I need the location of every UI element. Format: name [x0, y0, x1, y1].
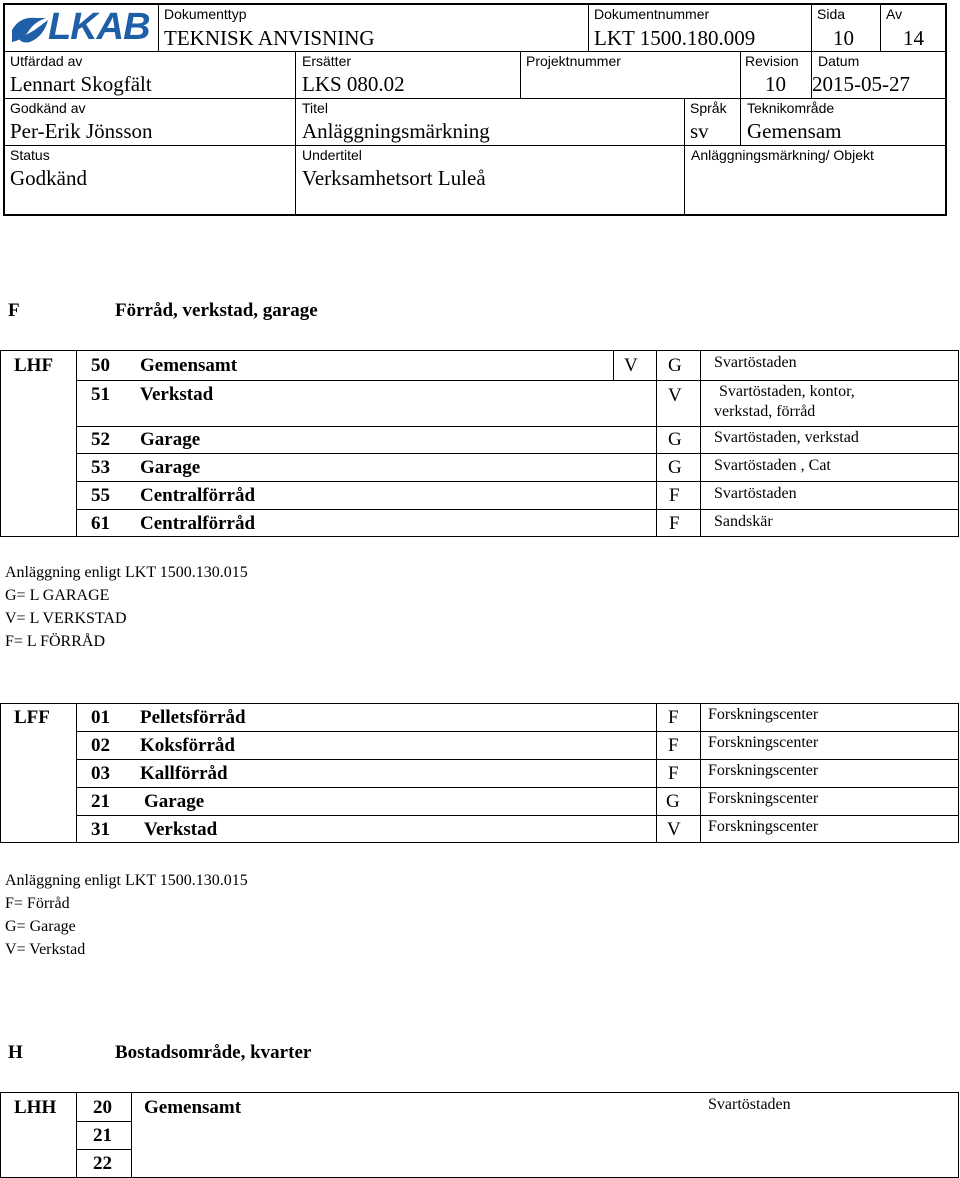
- dokumenttyp-label: Dokumenttyp: [164, 6, 247, 22]
- lff-table: [0, 703, 960, 843]
- note-line: V= L VERKSTAD: [5, 610, 127, 627]
- row-number: 01: [91, 707, 110, 728]
- lff-notes: [5, 869, 248, 961]
- row-number: 53: [91, 457, 110, 478]
- dokumenttyp-value: TEKNISK ANVISNING: [164, 26, 375, 50]
- note-line: Anläggning enligt LKT 1500.130.015: [5, 872, 248, 889]
- lff-code: LFF: [14, 707, 50, 728]
- row-number: 31: [91, 819, 110, 840]
- ersatter-label: Ersätter: [302, 53, 352, 69]
- note-line: V= Verkstad: [5, 941, 86, 958]
- lhf-table: [0, 350, 960, 538]
- row-code-2: F: [669, 513, 680, 534]
- section-h-title: Bostadsområde, kvarter: [115, 1042, 312, 1063]
- dokumentnummer-value: LKT 1500.180.009: [594, 26, 756, 50]
- row-number: 61: [91, 513, 110, 534]
- table-row: [76, 380, 959, 426]
- row-number: 55: [91, 485, 110, 506]
- row-place: Sandskär: [714, 513, 773, 530]
- revision-label: Revision: [745, 53, 799, 69]
- sida-value: 10: [833, 26, 854, 50]
- row-code: F: [668, 707, 679, 728]
- lhf-notes: [5, 561, 248, 653]
- row-code: V: [667, 819, 681, 840]
- row-place: Forskningscenter: [708, 790, 819, 807]
- av-value: 14: [903, 26, 924, 50]
- row-name: Gemensamt: [144, 1097, 242, 1118]
- titel-value: Anläggningsmärkning: [302, 119, 490, 143]
- table-row: [76, 1149, 959, 1177]
- undertitel-label: Undertitel: [302, 147, 362, 163]
- table-row: [76, 815, 959, 843]
- row-place: Svartöstaden, verkstad: [714, 429, 859, 446]
- sida-label: Sida: [817, 6, 846, 22]
- section-f-title: Förråd, verkstad, garage: [115, 300, 318, 321]
- lhh-table: [0, 1092, 960, 1178]
- row-place: Svartöstaden: [714, 354, 797, 371]
- row-name: Garage: [140, 457, 201, 478]
- table-row: [76, 350, 959, 380]
- row-place: Svartöstaden: [708, 1096, 791, 1113]
- projektnummer-label: Projektnummer: [526, 53, 621, 69]
- datum-label: Datum: [818, 53, 860, 69]
- row-code-2: V: [668, 385, 682, 406]
- table-row: [76, 787, 959, 815]
- row-place: Forskningscenter: [708, 706, 819, 723]
- table-row: [76, 1121, 959, 1149]
- undertitel-value: Verksamhetsort Luleå: [302, 166, 486, 190]
- lhh-code: LHH: [14, 1097, 57, 1118]
- status-value: Godkänd: [10, 166, 87, 190]
- row-place: Svartöstaden: [714, 485, 797, 502]
- row-number: 51: [91, 384, 110, 405]
- teknikomrade-value: Gemensam: [747, 119, 842, 143]
- row-number: 52: [91, 429, 110, 450]
- row-name: Kallförråd: [140, 763, 228, 784]
- table-row: [76, 759, 959, 787]
- table-row: [76, 481, 959, 509]
- dokumentnummer-label: Dokumentnummer: [594, 6, 710, 22]
- lhf-code: LHF: [14, 355, 54, 376]
- row-name: Garage: [140, 429, 201, 450]
- row-place: Forskningscenter: [708, 734, 819, 751]
- row-number: 21: [91, 791, 110, 812]
- row-code-2: G: [668, 355, 682, 376]
- row-place: Forskningscenter: [708, 762, 819, 779]
- row-place: Forskningscenter: [708, 818, 819, 835]
- table-row: [76, 731, 959, 759]
- table-row: [76, 703, 959, 731]
- datum-value: 2015-05-27: [812, 72, 910, 96]
- row-place: Svartöstaden, kontor,: [719, 383, 855, 400]
- row-number: 21: [93, 1125, 112, 1146]
- table-row: [76, 509, 959, 537]
- section-h-letter: H: [8, 1042, 23, 1063]
- section-f-letter: F: [8, 300, 20, 321]
- titel-label: Titel: [302, 100, 328, 116]
- utfardad-av-label: Utfärdad av: [10, 53, 83, 69]
- note-line: G= Garage: [5, 918, 76, 935]
- godkand-av-label: Godkänd av: [10, 100, 86, 116]
- row-number: 20: [93, 1097, 112, 1118]
- row-name: Garage: [144, 791, 205, 812]
- row-code-2: G: [668, 457, 682, 478]
- row-place: Svartöstaden , Cat: [714, 457, 831, 474]
- row-number: 22: [93, 1153, 112, 1174]
- row-code-2: G: [668, 429, 682, 450]
- note-line: F= Förråd: [5, 895, 70, 912]
- anlaggning-objekt-label: Anläggningsmärkning/ Objekt: [691, 147, 874, 163]
- row-name: Centralförråd: [140, 485, 256, 506]
- row-name: Koksförråd: [140, 735, 235, 756]
- row-name: Gemensamt: [140, 355, 238, 376]
- row-name: Pelletsförråd: [140, 707, 246, 728]
- row-code: G: [666, 791, 680, 812]
- utfardad-av-value: Lennart Skogfält: [10, 72, 152, 96]
- row-name: Centralförråd: [140, 513, 256, 534]
- row-code: F: [668, 735, 679, 756]
- row-number: 03: [91, 763, 110, 784]
- table-row: [76, 453, 959, 481]
- row-number: 02: [91, 735, 110, 756]
- row-code: F: [668, 763, 679, 784]
- revision-value: 10: [765, 72, 786, 96]
- row-name: Verkstad: [140, 384, 214, 405]
- note-line: F= L FÖRRÅD: [5, 633, 106, 650]
- ersatter-value: LKS 080.02: [302, 72, 405, 96]
- row-number: 50: [91, 355, 110, 376]
- av-label: Av: [886, 6, 903, 22]
- note-line: G= L GARAGE: [5, 587, 110, 604]
- status-label: Status: [10, 147, 50, 163]
- row-place-line-2: verkstad, förråd: [714, 403, 816, 420]
- teknikomrade-label: Teknikområde: [747, 100, 835, 116]
- row-code-1: V: [624, 355, 638, 376]
- godkand-av-value: Per-Erik Jönsson: [10, 119, 153, 143]
- row-code-2: F: [669, 485, 680, 506]
- lkab-logo: [10, 8, 155, 48]
- table-row: [76, 426, 959, 453]
- row-name: Verkstad: [144, 819, 218, 840]
- sprak-value: sv: [690, 119, 709, 143]
- table-row: [76, 1092, 959, 1121]
- note-line: Anläggning enligt LKT 1500.130.015: [5, 564, 248, 581]
- sprak-label: Språk: [690, 100, 727, 116]
- logo-text: LKAB: [48, 6, 150, 48]
